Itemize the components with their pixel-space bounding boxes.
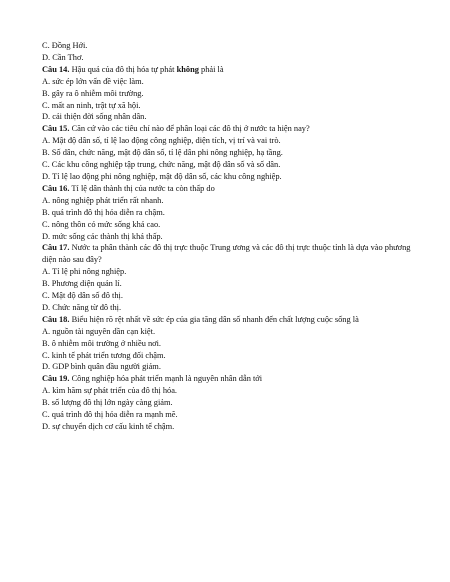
- question-label: Câu 16.: [42, 183, 70, 193]
- answer-option: A. kìm hãm sự phát triển của đô thị hóa.: [42, 386, 178, 396]
- answer-option: B. quá trình đô thị hóa diễn ra chậm.: [42, 207, 165, 217]
- answer-option: D. Chức năng từ đô thị.: [42, 302, 122, 312]
- question-line: [42, 373, 420, 385]
- answer-option: C. nông thôn có mức sống khá cao.: [42, 219, 161, 229]
- answer-option: C. Đồng Hới.: [42, 41, 88, 50]
- question-label: Câu 19.: [42, 374, 70, 384]
- question-text: Công nghiệp hóa phát triển mạnh là nguyên nhân dẫn tới: [69, 374, 263, 384]
- question-list: [42, 40, 420, 433]
- answer-option: D. Tỉ lệ lao động phi nông nghiệp, mật độ dân số, các khu công nghiệp.: [42, 171, 282, 181]
- answer-option: B. ô nhiễm môi trường ở nhiều nơi.: [42, 338, 162, 348]
- answer-option: A. Tỉ lệ phi nông nghiệp.: [42, 267, 127, 277]
- question-label: Câu 18.: [42, 314, 70, 324]
- question-line: [42, 242, 422, 266]
- answer-option: A. sức ép lớn vấn đề việc làm.: [42, 76, 144, 86]
- question-text: Biểu hiện rõ rệt nhất về sức ép của gia tăng dân số nhanh đến chất lượng cuộc sống là: [69, 314, 359, 324]
- answer-option: B. gây ra ô nhiễm môi trường.: [42, 88, 144, 98]
- question-line: [42, 123, 420, 135]
- question-text: Nước ta phân thành các đô thị trực thuộc Trung ương và các đô thị trực thuộc tỉnh là dựa vào phương diện nào sau đây?: [42, 243, 411, 265]
- answer-option: A. nông nghiệp phát triển rất nhanh.: [42, 195, 164, 205]
- question-text: Tỉ lệ dân thành thị của nước ta còn thấp do: [69, 183, 215, 193]
- answer-option: C. kinh tế phát triển tương đối chậm.: [42, 350, 166, 360]
- answer-option: D. GDP bình quân đầu người giảm.: [42, 362, 161, 372]
- question-text: phải là: [198, 64, 224, 74]
- answer-option: C. Các khu công nghiệp tập trung, chức năng, mật độ dân số và số dân.: [42, 160, 281, 170]
- answer-option: A. nguồn tài nguyên dần cạn kiệt.: [42, 326, 156, 336]
- answer-option: C. Mật độ dân số đô thị.: [42, 291, 123, 301]
- answer-option: D. mức sống các thành thị khá thấp.: [42, 231, 163, 241]
- question-line: [42, 64, 420, 76]
- question-text: Hậu quả của đô thị hóa tự phát: [69, 64, 177, 74]
- answer-option: C. mất an ninh, trật tự xã hội.: [42, 100, 141, 110]
- answer-option: B. số lượng đô thị lớn ngày càng giảm.: [42, 398, 173, 408]
- emphasis-text: không: [176, 64, 199, 74]
- answer-option: D. cải thiện đời sống nhân dân.: [42, 112, 147, 122]
- answer-option: B. Số dân, chức năng, mật độ dân số, tỉ lệ dân phi nông nghiệp, hạ tầng.: [42, 148, 283, 158]
- question-label: Câu 14.: [42, 64, 70, 74]
- question-line: [42, 314, 420, 326]
- question-label: Câu 15.: [42, 124, 70, 134]
- answer-option: B. Phương diện quản lí.: [42, 279, 122, 289]
- answer-option: A. Mật độ dân số, tỉ lệ lao động công nghiệp, diện tích, vị trí và vai trò.: [42, 136, 281, 146]
- answer-option: C. quá trình đô thị hóa diễn ra mạnh mẽ.: [42, 410, 178, 420]
- question-label: Câu 17.: [42, 243, 70, 253]
- answer-option: D. sự chuyển dịch cơ cấu kinh tế chậm.: [42, 422, 175, 431]
- question-text: Căn cứ vào các tiêu chí nào để phân loại các đô thị ở nước ta hiện nay?: [69, 124, 310, 134]
- question-line: [42, 183, 420, 195]
- answer-option: D. Cần Thơ.: [42, 52, 84, 62]
